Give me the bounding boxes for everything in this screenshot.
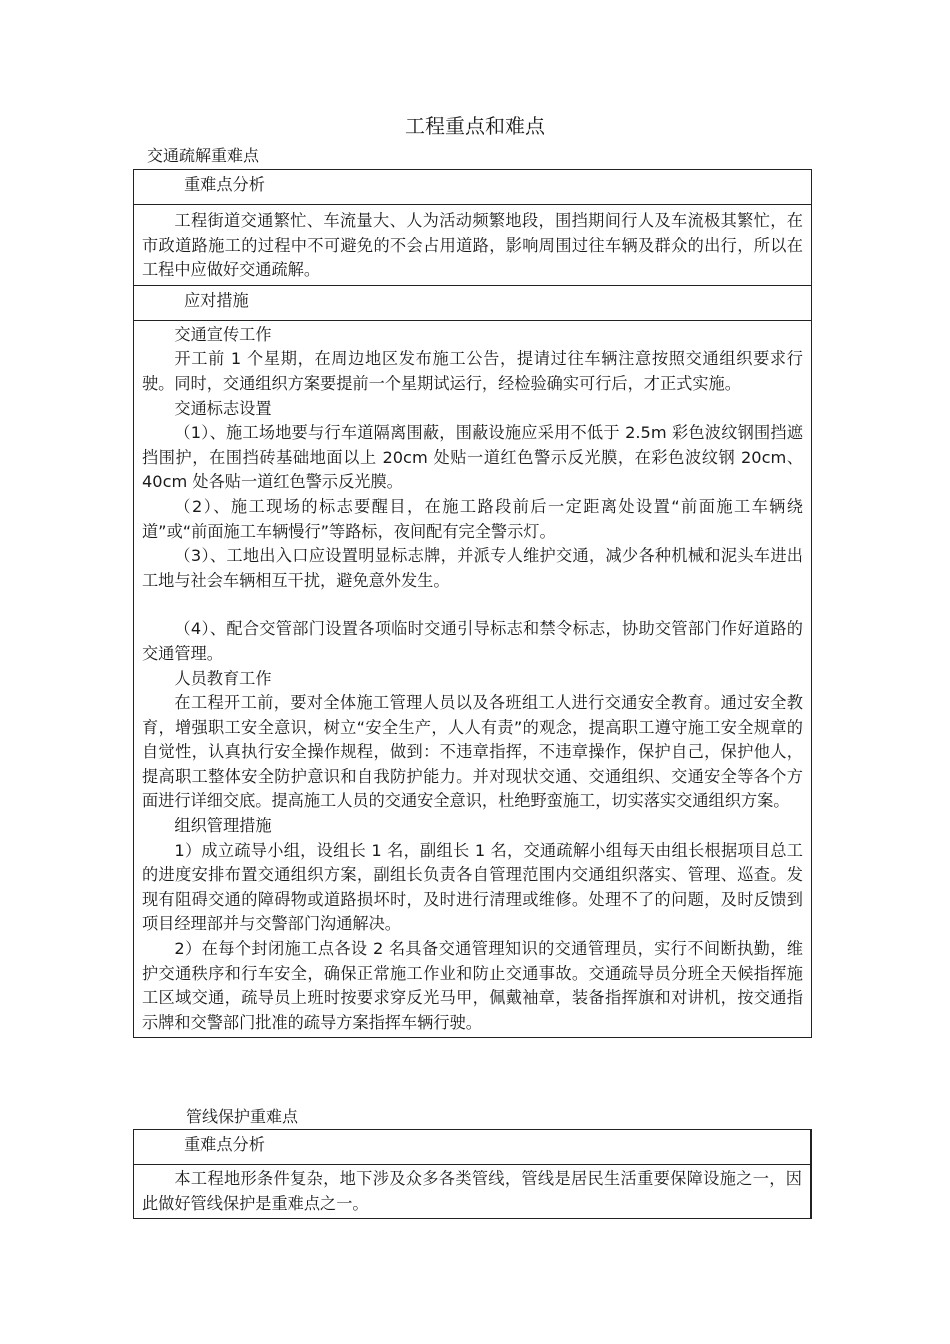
publicity-title: 交通宣传工作: [174, 324, 272, 344]
traffic-analysis-header: 重难点分析: [134, 170, 812, 205]
education-title: 人员教育工作: [174, 668, 272, 688]
publicity-text: 开工前 1 个星期，在周边地区发布施工公告，提请过往车辆注意按照交通组织要求行驶。同时，交通组织方案要提前一个星期试运行，经检验确实可行后，才正式实施。: [142, 349, 803, 393]
traffic-analysis-text: 工程街道交通繁忙、车流量大、人为活动频繁地段，围挡期间行人及车流极其繁忙，在市政道路施工的过程中不可避免的不会占用道路，影响周围过往车辆及群众的出行，所以在工程中应做好交通疏解。: [142, 211, 803, 280]
traffic-section-label: 交通疏解重难点: [147, 146, 260, 165]
sign-item-1: （1）、施工场地要与行车道隔离围蔽，围蔽设施应采用不低于 2.5m 彩色波纹钢围挡遮挡围护，在围挡砖基础地面以上 20cm 处贴一道红色警示反光膜，在彩色波纹钢 20cm、40cm 处各贴一道红色警示反光膜。: [142, 423, 803, 492]
pipeline-analysis-header: 重难点分析: [134, 1130, 812, 1165]
sign-item-2: （2）、施工现场的标志要醒目，在施工路段前后一定距离处设置“前面施工车辆绕道”或“前面施工车辆慢行”等路标，夜间配有完全警示灯。: [142, 496, 803, 541]
traffic-measures-header: 应对措施: [134, 285, 812, 320]
page-title: 工程重点和难点: [405, 114, 545, 138]
pipeline-analysis-cell: [134, 1165, 812, 1219]
pipeline-analysis-text: 本工程地形条件复杂，地下涉及众多各类管线，管线是居民生活重要保障设施之一，因此做好管线保护是重难点之一。: [142, 1169, 802, 1213]
traffic-measures-cell: [134, 320, 812, 1038]
blank-line: [142, 593, 803, 617]
education-text: 在工程开工前，要对全体施工管理人员以及各班组工人进行交通安全教育。通过安全教育，增强职工安全意识，树立“安全生产，人人有责”的观念，提高职工遵守施工安全规章的自觉性，认真执行安全操作规程，做到：不违章指挥，不违章操作，保护自己，保护他人，提高职工整体安全防护意识和自我防护能力。并对现状交通、交通组织、交通安全等各个方面进行详细交底。提高施工人员的交通安全意识，杜绝野蛮施工，切实落实交通组织方案。: [142, 693, 803, 811]
traffic-analysis-cell: [134, 205, 812, 286]
sign-item-3: （3）、工地出入口应设置明显标志牌，并派专人维护交通，减少各种机械和泥头车进出工地与社会车辆相互干扰，避免意外发生。: [142, 546, 803, 590]
pipeline-table: [133, 1129, 812, 1219]
pipeline-section-label: 管线保护重难点: [186, 1107, 299, 1126]
signs-title: 交通标志设置: [174, 398, 272, 418]
sign-item-4: （4）、配合交管部门设置各项临时交通引导标志和禁令标志，协助交管部门作好道路的交通管理。: [142, 619, 803, 663]
org-title: 组织管理措施: [174, 816, 272, 836]
traffic-table: [133, 169, 812, 1038]
org-item-1: 1）成立疏导小组，设组长 1 名，副组长 1 名，交通疏解小组每天由组长根据项目总工的进度安排布置交通组织方案，副组长负责各自管理范围内交通组织落实、管理、巡查。发现有阻碍交通的障碍物或道路损坏时，及时进行清理或维修。处理不了的问题，及时反馈到项目经理部并与交警部门沟通解决。: [142, 840, 803, 934]
org-item-2: 2）在每个封闭施工点各设 2 名具备交通管理知识的交通管理员，实行不间断执勤，维护交通秩序和行车安全，确保正常施工作业和防止交通事故。交通疏导员分班全天候指挥施工区域交通，疏导员上班时按要求穿反光马甲，佩戴袖章，装备指挥旗和对讲机，按交通指示牌和交警部门批准的疏导方案指挥车辆行驶。: [142, 939, 803, 1032]
